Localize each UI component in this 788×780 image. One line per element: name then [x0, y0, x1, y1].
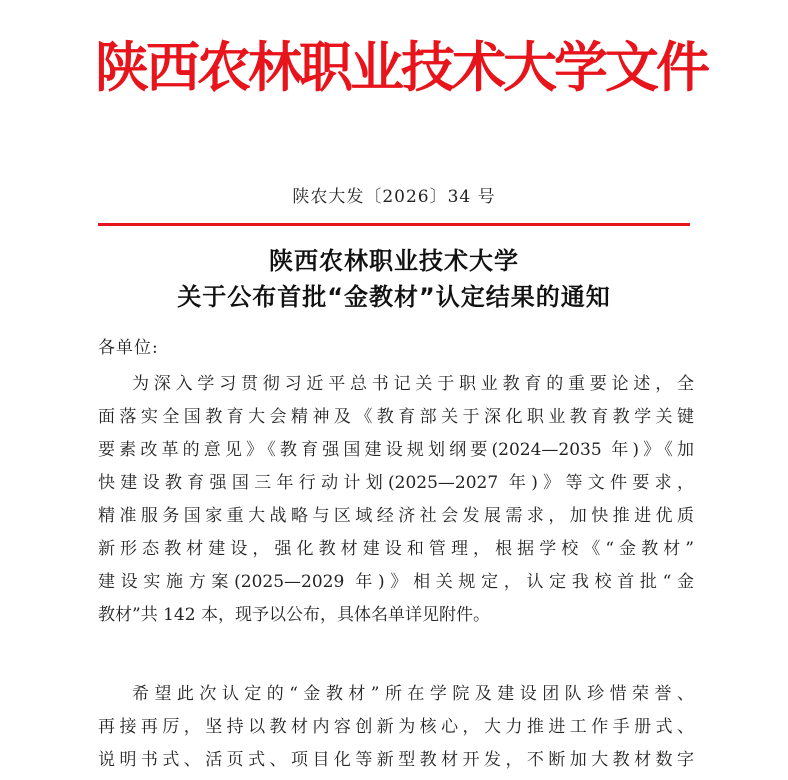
paragraph-line: 要素改革的意见》《教育强国建设规划纲要(2024—2035 年)》《加 — [98, 440, 694, 460]
paragraph-line: 面落实全国教育大会精神及《教育部关于深化职业教育教学关键 — [98, 407, 694, 427]
paragraph-line: 快建设教育强国三年行动计划(2025—2027 年)》等文件要求， — [98, 473, 694, 493]
paragraph-line: 再接再厉，坚持以教材内容创新为核心，大力推进工作手册式、 — [98, 717, 694, 737]
body-paragraph-1 — [98, 368, 694, 632]
notice-title-line-2: 关于公布首批“金教材”认定结果的通知 — [177, 283, 611, 311]
paragraph-line: 说明书式、活页式、项目化等新型教材开发，不断加大教材数字 — [98, 750, 694, 770]
paragraph-line: 教材”共 142 本，现予以公布，具体名单详见附件。 — [98, 605, 490, 625]
paragraph-line: 新形态教材建设，强化教材建设和管理，根据学校《“金教材” — [98, 539, 694, 559]
notice-title-line-1: 陕西农林职业技术大学 — [269, 247, 519, 275]
masthead-title: 陕西农林职业技术大学文件 — [95, 35, 707, 99]
body-paragraph-2 — [98, 678, 694, 777]
paragraph-line: 为深入学习贯彻习近平总书记关于职业教育的重要论述，全 — [132, 374, 694, 394]
salutation: 各单位: — [98, 338, 159, 358]
document-number: 陕农大发〔2026〕34 号 — [292, 187, 496, 207]
paragraph-line: 希望此次认定的“金教材”所在学院及建设团队珍惜荣誉、 — [132, 684, 694, 704]
paragraph-line: 建设实施方案(2025—2029 年)》相关规定，认定我校首批“金 — [98, 572, 694, 592]
paragraph-line: 精准服务国家重大战略与区域经济社会发展需求，加快推进优质 — [98, 506, 694, 526]
red-divider-line — [98, 223, 690, 226]
